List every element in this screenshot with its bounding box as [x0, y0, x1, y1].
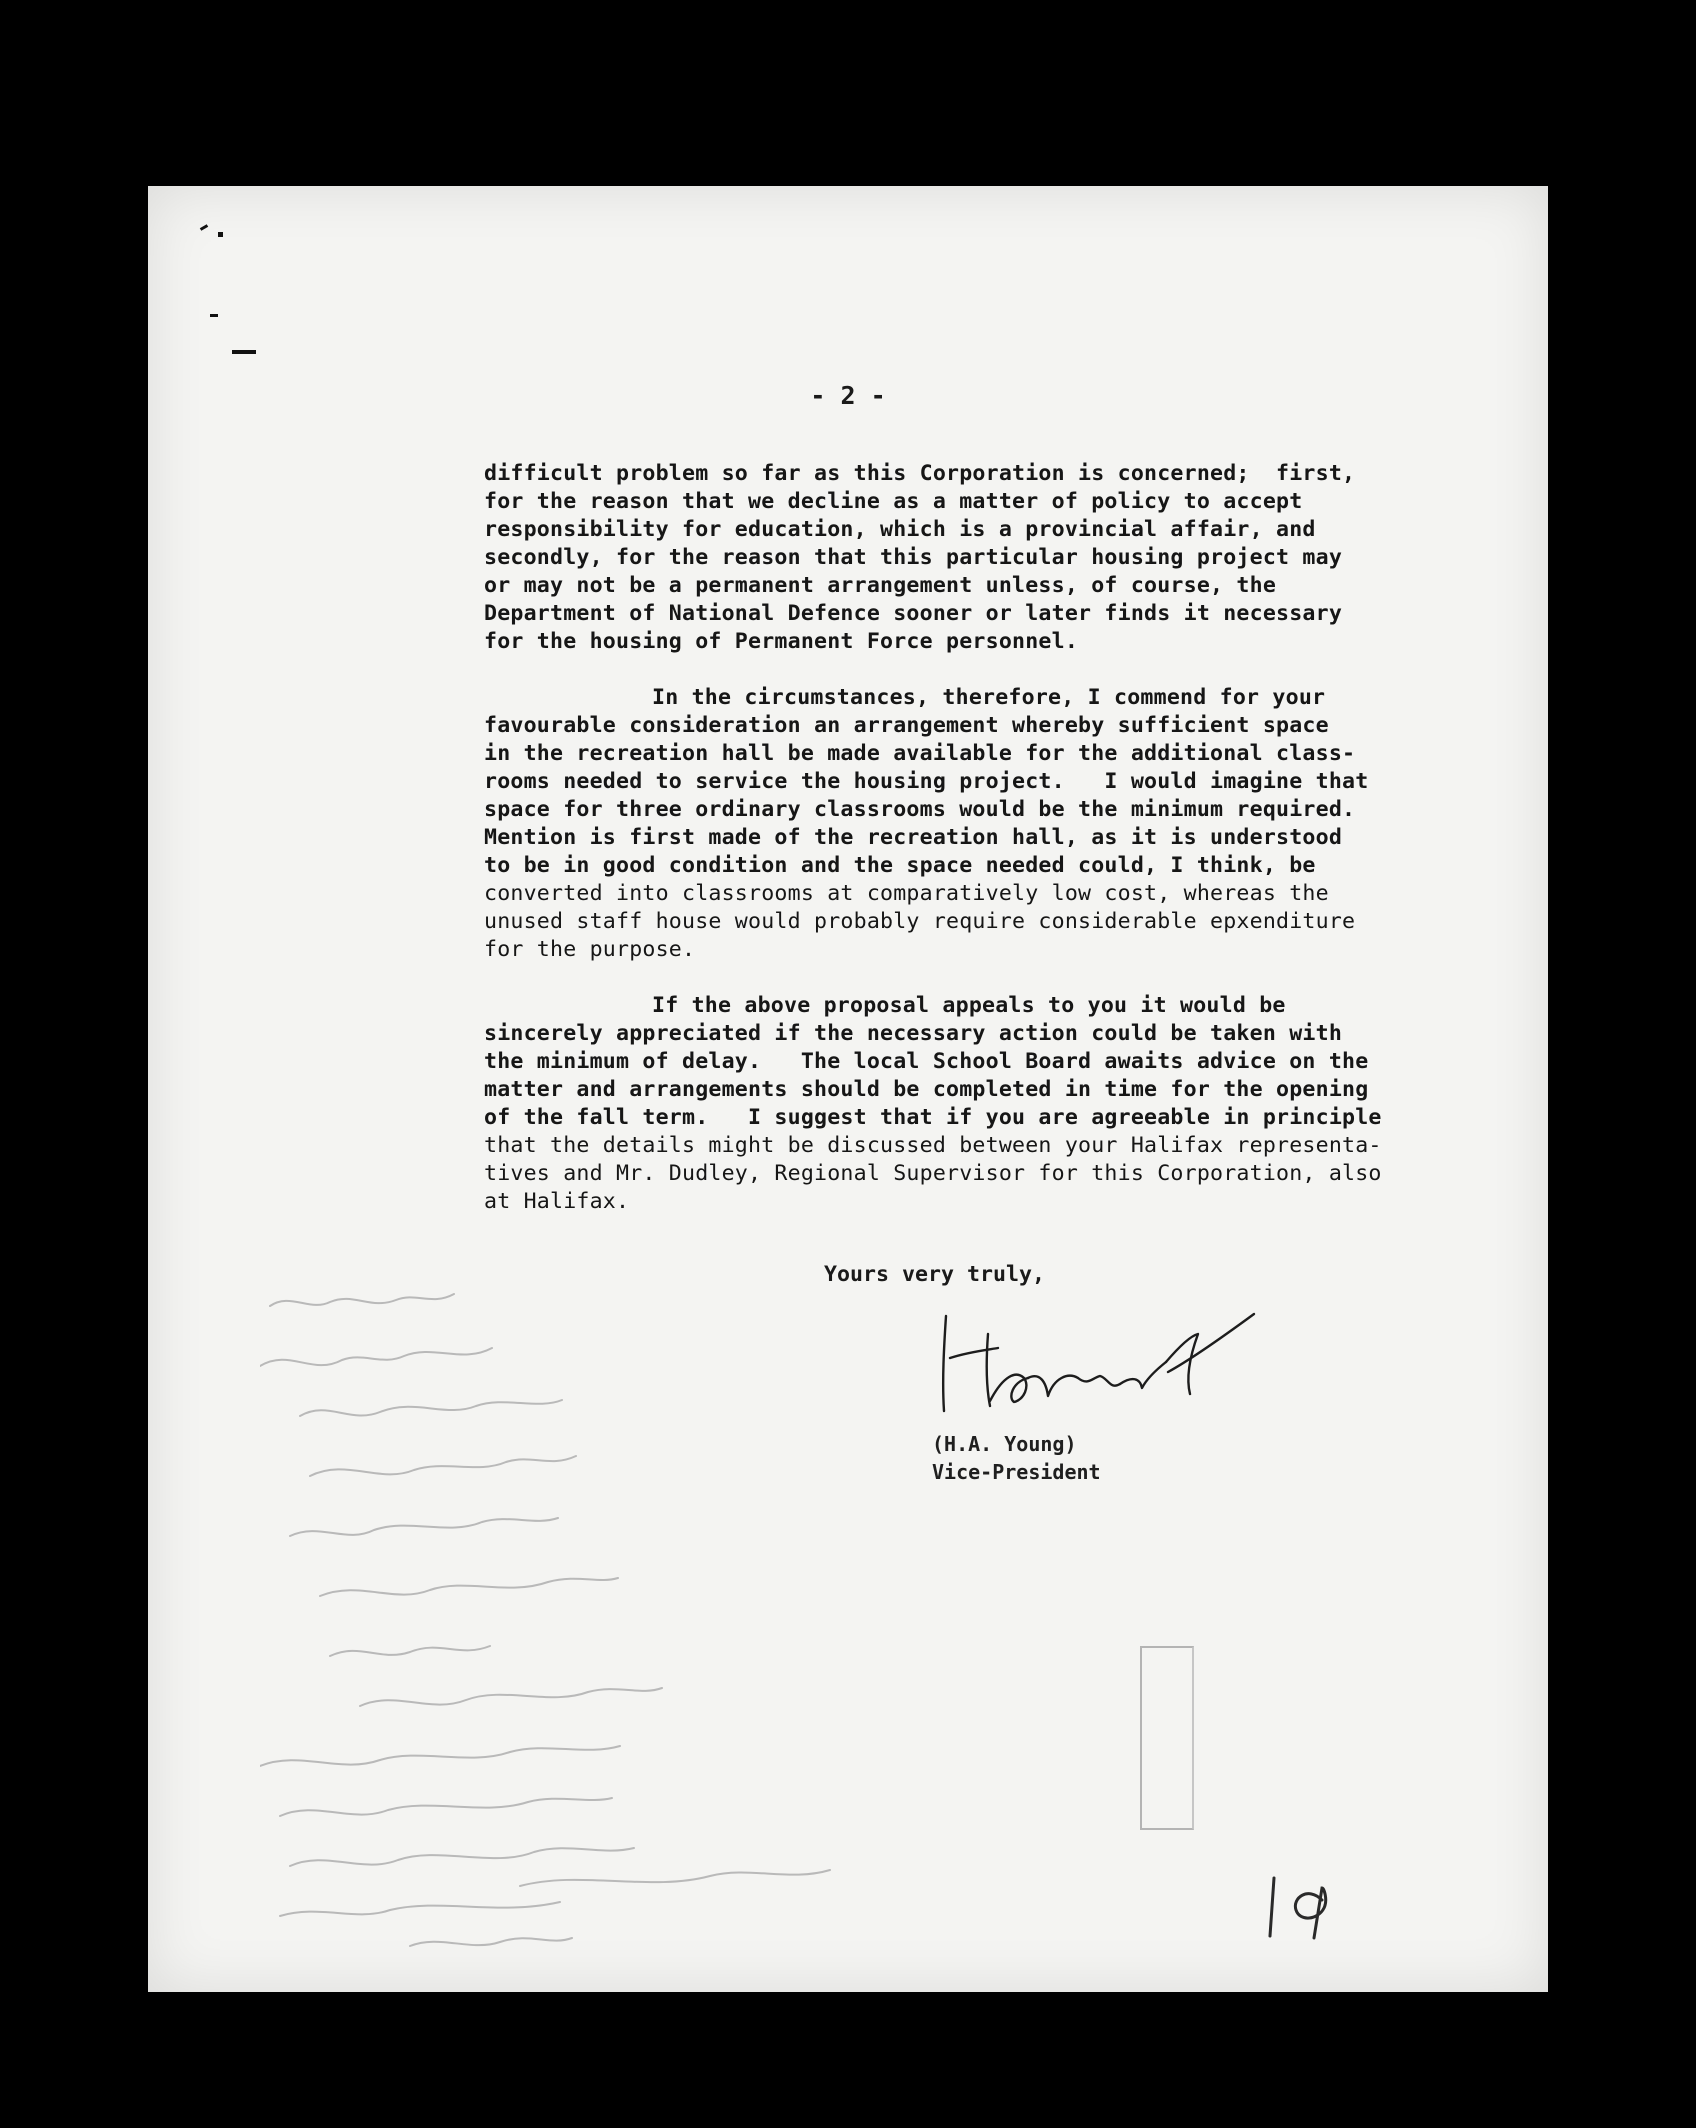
folio-number-handwritten	[1256, 1866, 1356, 1946]
margin-mark	[200, 224, 208, 231]
margin-mark	[210, 314, 218, 317]
letter-closing: Yours very truly,	[824, 1262, 1046, 1287]
signatory-title: Vice-President	[932, 1460, 1101, 1484]
text-line: difficult problem so far as this Corporation is concerned; first,	[484, 461, 1356, 486]
text-line: In the circumstances, therefore, I commend for your	[652, 685, 1326, 710]
text-line: Mention is first made of the recreation hall, as it is understood	[484, 825, 1343, 850]
text-line: that the details might be discussed between your Halifax representa-	[484, 1133, 1382, 1158]
text-line: or may not be a permanent arrangement unless, of course, the	[484, 573, 1277, 598]
text-line: sincerely appreciated if the necessary action could be taken with	[484, 1021, 1343, 1046]
body-paragraph	[484, 992, 1584, 1216]
text-line: responsibility for education, which is a provincial affair, and	[484, 517, 1316, 542]
text-line: tives and Mr. Dudley, Regional Supervisor for this Corporation, also	[484, 1161, 1382, 1186]
text-line: the minimum of delay. The local School Board awaits advice on the	[484, 1049, 1369, 1074]
pencil-box-mark	[1140, 1646, 1194, 1830]
text-line: for the purpose.	[484, 937, 696, 962]
margin-mark	[218, 232, 223, 237]
text-line: favourable consideration an arrangement whereby sufficient space	[484, 713, 1329, 738]
document-page	[148, 186, 1548, 1992]
text-line: for the reason that we decline as a matter of policy to accept	[484, 489, 1303, 514]
text-line: for the housing of Permanent Force personnel.	[484, 629, 1079, 654]
text-line: in the recreation hall be made available for the additional class-	[484, 741, 1356, 766]
margin-mark	[232, 350, 256, 354]
text-line: secondly, for the reason that this particular housing project may	[484, 545, 1343, 570]
faint-handwritten-notes	[260, 1266, 1210, 1966]
text-line: If the above proposal appeals to you it would be	[652, 993, 1286, 1018]
body-paragraph	[484, 460, 1584, 656]
page-number: - 2 -	[810, 381, 886, 410]
text-line: Department of National Defence sooner or later finds it necessary	[484, 601, 1343, 626]
text-line: rooms needed to service the housing project. I would imagine that	[484, 769, 1369, 794]
letter-body	[484, 460, 1584, 1244]
text-line: converted into classrooms at comparatively low cost, whereas the	[484, 881, 1329, 906]
text-line: space for three ordinary classrooms would be the minimum required.	[484, 797, 1356, 822]
body-paragraph	[484, 684, 1584, 964]
text-line: unused staff house would probably require considerable epxenditure	[484, 909, 1356, 934]
text-line: of the fall term. I suggest that if you are agreeable in principle	[484, 1105, 1382, 1130]
text-line: at Halifax.	[484, 1189, 630, 1214]
signatory-name: (H.A. Young)	[932, 1432, 1077, 1456]
text-line: to be in good condition and the space needed could, I think, be	[484, 853, 1316, 878]
text-line: matter and arrangements should be completed in time for the opening	[484, 1077, 1369, 1102]
